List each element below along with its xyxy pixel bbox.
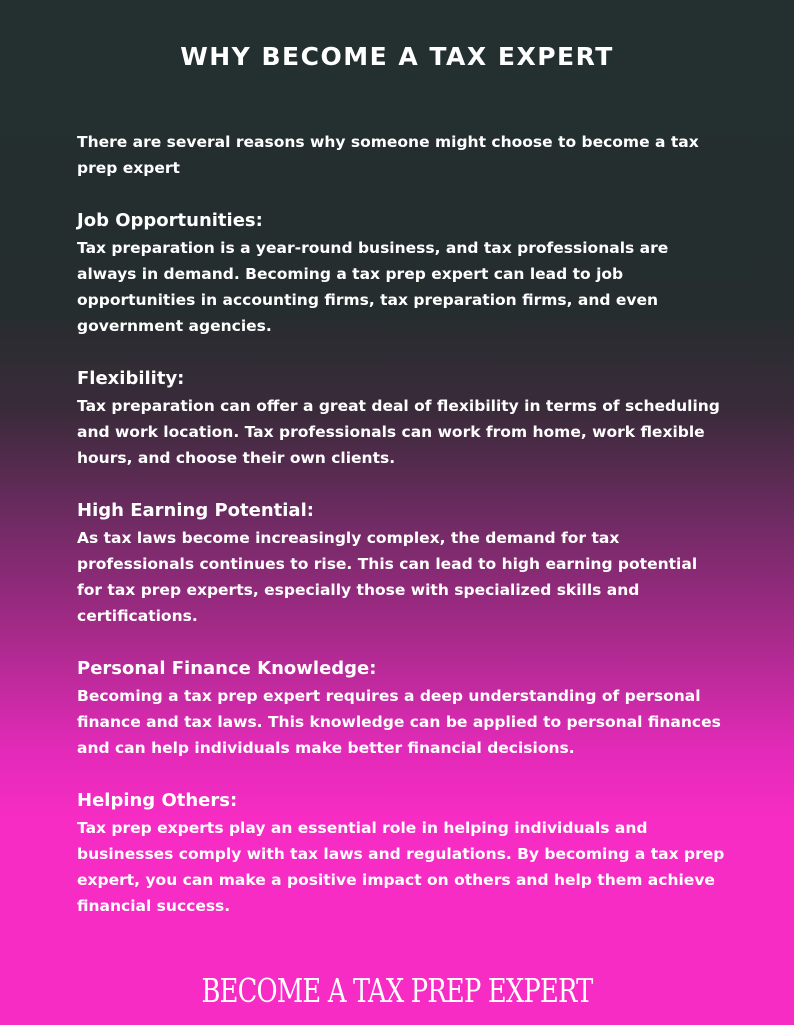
- footer-tagline: BECOME A TAX PREP EXPERT: [201, 971, 593, 1010]
- intro-paragraph: There are several reasons why someone might choose to become a tax prep expert: [77, 133, 699, 177]
- section-heading: Job Opportunities:: [77, 210, 263, 231]
- section-body: Tax preparation is a year-round business, and tax professionals are always in demand. Becoming a tax prep expert can lead to job opportunities in accounting firms, tax preparation firms, and even government agencies.: [77, 239, 669, 335]
- section-heading: Helping Others:: [77, 790, 238, 811]
- section-body: Tax prep experts play an essential role in helping individuals and businesses comply with tax laws and regulations. By becoming a tax prep expert, you can make a positive impact on others and help them achieve financial success.: [77, 819, 725, 915]
- section-body: As tax laws become increasingly complex, the demand for tax professionals continues to rise. This can lead to high earning potential for tax prep experts, especially those with specialized skills and certifications.: [77, 529, 698, 625]
- section-personal-finance-knowledge: [77, 655, 727, 761]
- section-high-earning-potential: [77, 497, 727, 629]
- section-heading: Flexibility:: [77, 368, 185, 389]
- section-flexibility: [77, 365, 727, 471]
- section-heading: Personal Finance Knowledge:: [77, 658, 377, 679]
- section-body: Tax preparation can offer a great deal of flexibility in terms of scheduling and work location. Tax professionals can work from home, work flexible hours, and choose their own clients.: [77, 397, 720, 467]
- page-title: WHY BECOME A TAX EXPERT: [180, 42, 614, 71]
- section-body: Becoming a tax prep expert requires a deep understanding of personal finance and tax laws. This knowledge can be applied to personal finances and can help individuals make better financial decisions.: [77, 687, 721, 757]
- section-job-opportunities: [77, 207, 727, 339]
- section-heading: High Earning Potential:: [77, 500, 314, 521]
- main-content: [77, 129, 727, 945]
- section-helping-others: [77, 787, 727, 919]
